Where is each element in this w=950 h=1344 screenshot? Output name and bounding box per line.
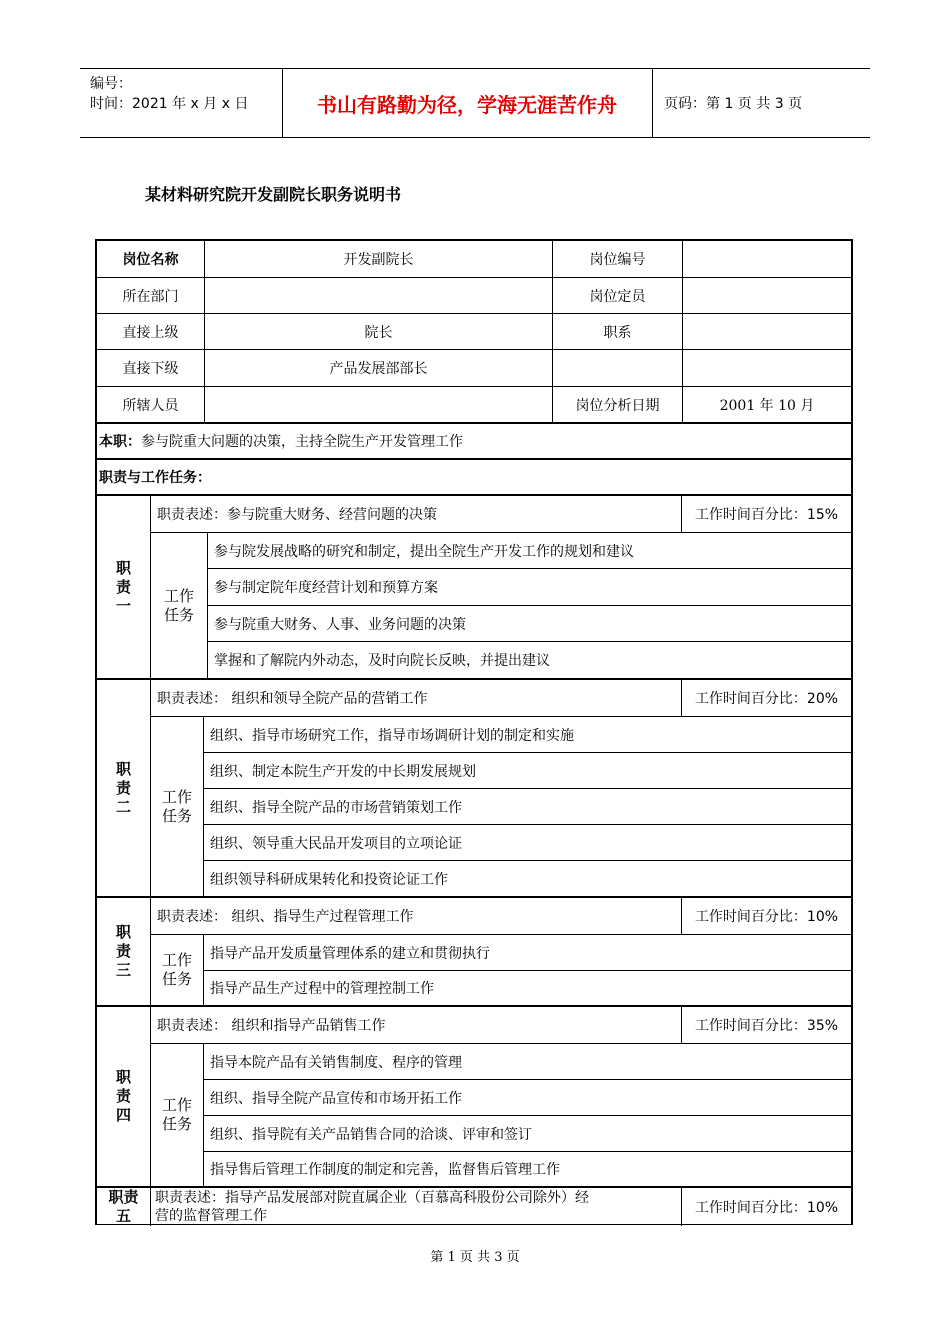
duty-1-label: 职 责 一 (115, 558, 131, 615)
duty-2-task-3: 组织、指导全院产品的市场营销策划工作 (203, 788, 851, 824)
duties-heading-row (95, 458, 853, 494)
duty-1-pct: 工作时间百分比：15% (681, 496, 851, 532)
value-analysis-date: 2001 年 10 月 (682, 386, 851, 422)
duty-3-task-1: 指导产品开发质量管理体系的建立和贯彻执行 (203, 934, 851, 970)
role-row (95, 422, 853, 458)
label-analysis-date: 岗位分析日期 (552, 386, 682, 422)
duty-2-task-1: 组织、指导市场研究工作，指导市场调研计划的制定和实施 (203, 716, 851, 752)
value-headcount (682, 277, 851, 313)
label-headcount: 岗位定员 (552, 277, 682, 313)
duty-1-desc: 职责表述：参与院重大财务、经营问题的决策 (150, 496, 681, 532)
label-position-code: 岗位编号 (552, 241, 682, 277)
value-subordinate: 产品发展部部长 (204, 349, 552, 386)
number-label: 编号： (90, 76, 132, 92)
value-position-code (682, 241, 851, 277)
duty-block-5 (95, 1186, 853, 1225)
duty-1-task-4: 掌握和了解院内外动态，及时向院长反映，并提出建议 (207, 641, 851, 678)
motto: 书山有路勤为径，学海无涯苦作舟 (282, 69, 653, 137)
duty-2-pct: 工作时间百分比：20% (681, 680, 851, 716)
value-superior: 院长 (204, 313, 552, 349)
duty-4-desc: 职责表述： 组织和指导产品销售工作 (150, 1007, 681, 1043)
label-superior: 直接上级 (97, 313, 204, 349)
duty-3-work-label: 工作 任务 (150, 934, 203, 1005)
label-subordinate: 直接下级 (97, 349, 204, 386)
page-header (80, 68, 870, 138)
duty-4-task-3: 组织、指导院有关产品销售合同的洽谈、评审和签订 (203, 1115, 851, 1151)
role-value: 参与院重大问题的决策，主持全院生产开发管理工作 (141, 434, 463, 450)
label-staff: 所辖人员 (97, 386, 204, 422)
duty-3-label: 职 责 三 (115, 923, 131, 979)
duty-4-task-4: 指导售后管理工作制度的制定和完善，监督售后管理工作 (203, 1151, 851, 1186)
label-job-family: 职系 (552, 313, 682, 349)
duty-1-work-label: 工作 任务 (150, 532, 207, 678)
duty-1-task-3: 参与院重大财务、人事、业务问题的决策 (207, 605, 851, 641)
document-title: 某材料研究院开发副院长职务说明书 (145, 185, 402, 204)
value-staff (204, 386, 552, 422)
duty-4-label: 职 责 四 (115, 1068, 131, 1124)
value-department (204, 277, 552, 313)
duty-5-pct: 工作时间百分比：10% (681, 1188, 851, 1226)
page-label: 页码：第 1 页 共 3 页 (664, 96, 803, 112)
duty-2-label: 职 责 二 (115, 759, 131, 816)
role-text (99, 424, 463, 458)
duty-2-task-5: 组织领导科研成果转化和投资论证工作 (203, 860, 851, 896)
duty-block-4 (95, 1005, 853, 1186)
duty-2-desc: 职责表述： 组织和领导全院产品的营销工作 (150, 680, 681, 716)
label-empty-r4 (552, 349, 682, 386)
duties-heading: 职责与工作任务： (99, 470, 211, 486)
duty-4-pct: 工作时间百分比：35% (681, 1007, 851, 1043)
duty-2-task-4: 组织、领导重大民品开发项目的立项论证 (203, 824, 851, 860)
duty-3-task-2: 指导产品生产过程中的管理控制工作 (203, 970, 851, 1005)
duty-block-1 (95, 494, 853, 678)
duty-2-task-2: 组织、制定本院生产开发的中长期发展规划 (203, 752, 851, 788)
duty-3-desc: 职责表述： 组织、指导生产过程管理工作 (150, 898, 681, 934)
duty-2-work-label: 工作 任务 (150, 716, 203, 896)
duty-1-task-1: 参与院发展战略的研究和制定，提出全院生产开发工作的规划和建议 (207, 532, 851, 568)
basic-info-table (95, 239, 853, 422)
duty-5-label: 职责 五 (108, 1188, 139, 1225)
label-department: 所在部门 (97, 277, 204, 313)
page-footer: 第 1 页 共 3 页 (430, 1250, 520, 1265)
duty-1-task-2: 参与制定院年度经营计划和预算方案 (207, 568, 851, 605)
value-position-name: 开发副院长 (204, 241, 552, 277)
duty-5-desc: 职责表述：指导产品发展部对院直属企业（百慕高科股份公司除外）经 营的监督管理工作 (150, 1188, 681, 1226)
time-label: 时间：2021 年 x 月 x 日 (90, 96, 249, 112)
duty-block-2 (95, 678, 853, 896)
role-label: 本职： (99, 434, 141, 450)
value-empty-r4 (682, 349, 851, 386)
duty-4-task-1: 指导本院产品有关销售制度、程序的管理 (203, 1043, 851, 1079)
duty-3-pct: 工作时间百分比：10% (681, 898, 851, 934)
label-position-name: 岗位名称 (122, 252, 179, 268)
duty-4-task-2: 组织、指导全院产品宣传和市场开拓工作 (203, 1079, 851, 1115)
header-meta (80, 69, 283, 137)
value-job-family (682, 313, 851, 349)
duty-4-work-label: 工作 任务 (150, 1043, 203, 1186)
duty-block-3 (95, 896, 853, 1005)
